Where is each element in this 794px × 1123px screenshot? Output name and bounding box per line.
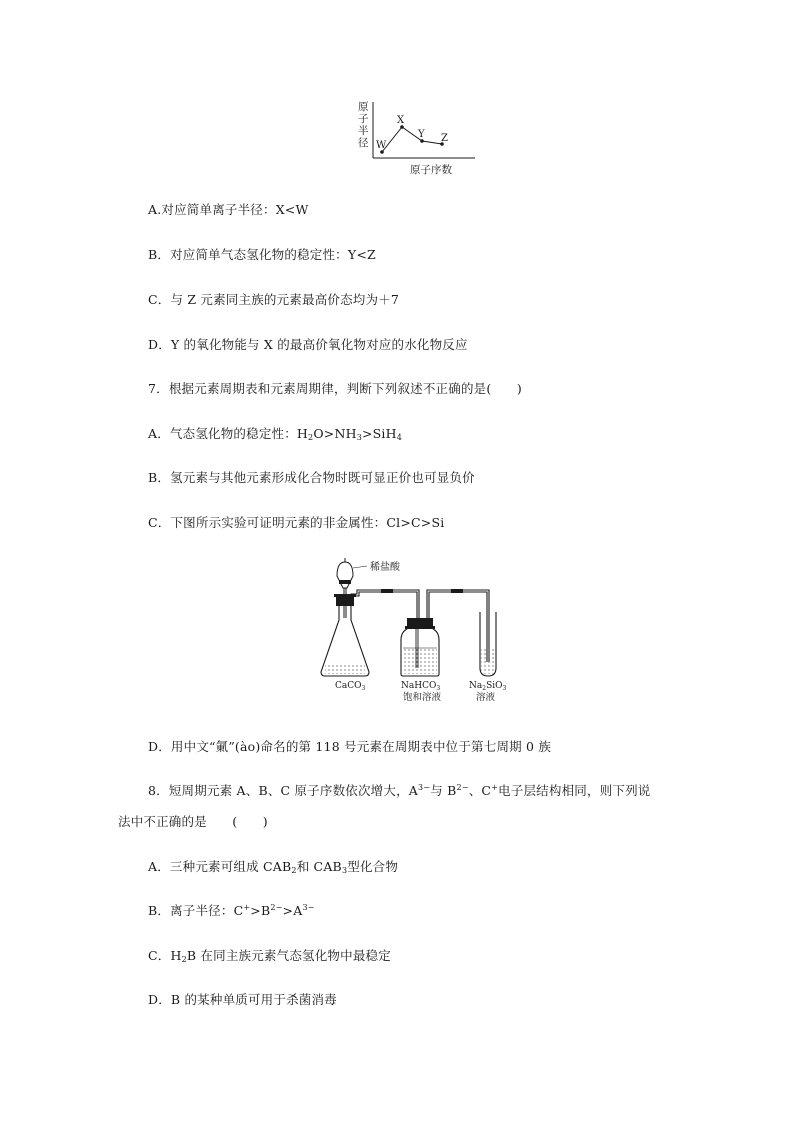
caco3-solid — [325, 664, 365, 674]
atomic-radius-graph — [350, 98, 480, 180]
q7-a-text-2: O>NH — [313, 426, 357, 441]
q6-option-b: B．对应简单气态氢化物的稳定性：Y<Z — [148, 247, 376, 262]
q7-stem: 7．根据元素周期表和元素周期律，判断下列叙述不正确的是( ) — [148, 381, 522, 396]
q7-a-sub-1: 2 — [308, 433, 314, 442]
separatory-funnel — [337, 558, 367, 618]
q8-c-sub-1: 2 — [181, 955, 187, 964]
q8-option-a — [148, 857, 398, 875]
q7-a-text-1: A．气态氢化物的稳定性：H — [148, 426, 309, 441]
q7-option-b: B．氢元素与其他元素形成化合物时既可显正价也可显负价 — [148, 470, 475, 485]
graph-label-x: X — [397, 115, 405, 126]
nahco3-solution — [403, 648, 437, 674]
q7-option-d: D．用中文“氭”(ào)命名的第 118 号元素在周期表中位于第七周期 0 族 — [148, 739, 552, 754]
q8-b-text-1: B．离子半径：C — [148, 903, 244, 918]
q8-stem-text-1: 8．短周期元素 A、B、C 原子序数依次增大，A — [148, 783, 419, 798]
q8-stem-sup-3: + — [491, 783, 499, 792]
q8-c-text-2: B 在同主族元素气态氢化物中最稳定 — [186, 948, 391, 963]
graph-ylabel-4: 径 — [358, 137, 369, 149]
q7-a-sub-3: 4 — [396, 433, 403, 442]
q8-b-sup-2: 2− — [270, 903, 283, 912]
label-nahco3: NaHCO$_3$ — [401, 681, 441, 692]
graph-line — [382, 127, 442, 152]
graph-label-w: W — [376, 140, 387, 151]
q8-option-c — [148, 946, 391, 964]
q8-a-text-1: A．三种元素可组成 CAB — [148, 859, 292, 874]
q8-stem-sup-2: 2− — [456, 783, 469, 792]
q8-stem-text-2: 与 B — [430, 783, 457, 798]
q8-b-sup-1: + — [243, 903, 251, 912]
graph-xlabel: 原子序数 — [410, 164, 452, 176]
graph-label-y: Y — [418, 129, 425, 140]
q8-option-b — [148, 901, 315, 919]
label-dilute-hcl: 稀盐酸 — [370, 562, 400, 573]
q8-b-text-2: >B — [250, 903, 271, 918]
q8-b-sup-3: 3− — [302, 903, 315, 912]
q8-a-text-3: 型化合物 — [347, 859, 399, 874]
label-na2sio3: $Na_2SiO_3$ — [469, 681, 507, 692]
label-saturated-solution: 饱和溶液 — [403, 692, 442, 703]
q8-a-sub-1: 2 — [291, 866, 297, 875]
label-solution: 溶液 — [476, 692, 496, 703]
na2sio3-solution — [481, 648, 495, 674]
q8-b-text-3: >A — [282, 903, 303, 918]
q8-stem-text-3: 、C — [468, 783, 492, 798]
q8-a-text-2: 和 CAB — [296, 859, 342, 874]
q6-option-d: D．Y 的氧化物能与 X 的最高价氧化物对应的水化物反应 — [148, 337, 468, 352]
graph-ylabel-2: 子 — [358, 113, 369, 125]
tube-1 — [351, 590, 419, 620]
q8-stem-line-2: 法中不正确的是 ( ) — [118, 814, 268, 829]
q8-c-text-1: C．H — [148, 948, 182, 963]
q7-a-text-3: >SiH — [362, 426, 397, 441]
q7-a-sub-2: 3 — [356, 433, 362, 442]
q6-option-a: A.对应简单离子半径：X<W — [148, 202, 309, 217]
apparatus-diagram — [315, 556, 515, 706]
q6-option-c: C．与 Z 元素同主族的元素最高价态均为＋7 — [148, 292, 400, 307]
q7-option-c: C．下图所示实验可证明元素的非金属性：Cl>C>Si — [148, 515, 445, 530]
graph-label-z: Z — [441, 133, 448, 144]
q7-option-a — [148, 424, 402, 442]
q8-stem-text-4: 电子层结构相同，则下列说 — [498, 783, 651, 798]
q8-stem-line-1 — [148, 781, 650, 799]
q8-option-d: D．B 的某种单质可用于杀菌消毒 — [148, 992, 337, 1007]
q8-stem-sup-1: 3− — [418, 783, 431, 792]
graph-ylabel-3: 半 — [358, 125, 369, 137]
label-caco3: CaCO$_3$ — [335, 681, 366, 692]
graph-ylabel-1: 原 — [358, 101, 369, 113]
q8-a-sub-2: 3 — [341, 866, 348, 875]
